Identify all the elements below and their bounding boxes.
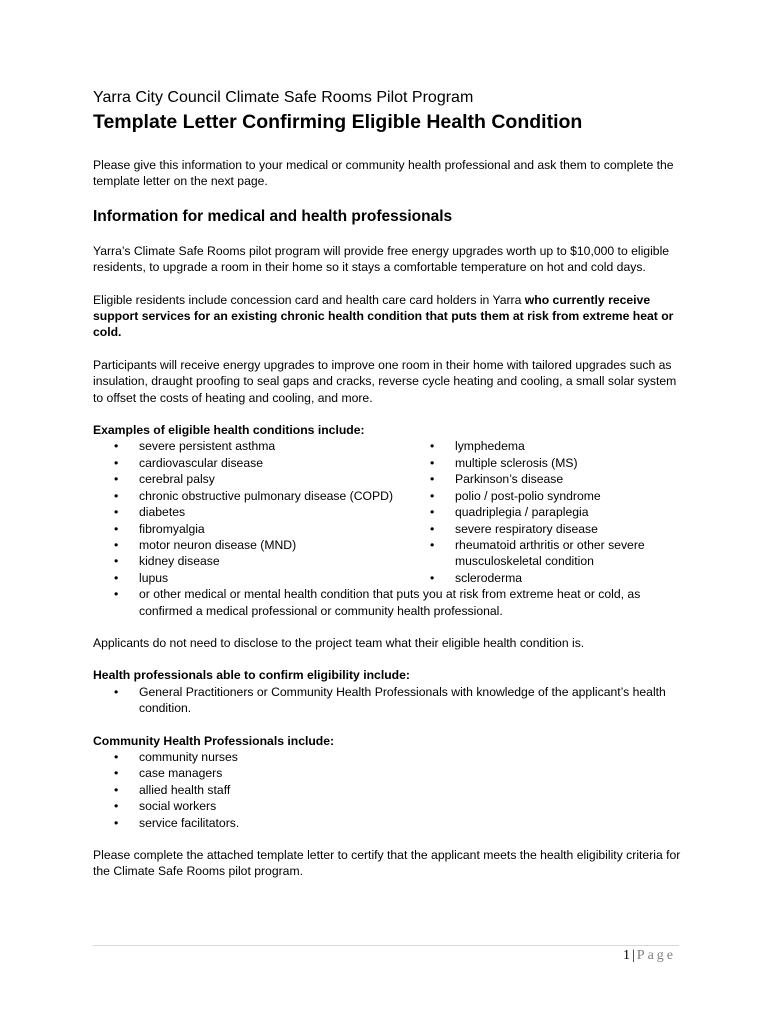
list-item: • polio / post-polio syndrome bbox=[409, 488, 685, 504]
list-item: • allied health staff bbox=[93, 782, 685, 798]
list-item: • kidney disease bbox=[93, 553, 409, 569]
list-item: • case managers bbox=[93, 765, 685, 781]
community-professionals-list bbox=[93, 749, 685, 831]
closing-paragraph: Please complete the attached template letter to certify that the applicant meets the health eligibility criteria for the Climate Safe Rooms pilot program. bbox=[93, 848, 681, 879]
list-item: • cerebral palsy bbox=[93, 471, 409, 487]
examples-heading: Examples of eligible health conditions include: bbox=[93, 423, 365, 438]
community-professionals-heading: Community Health Professionals include: bbox=[93, 733, 335, 748]
conditions-list-right bbox=[409, 438, 685, 586]
section-heading: Information for medical and health professionals bbox=[93, 207, 453, 225]
document-title: Template Letter Confirming Eligible Health Condition bbox=[93, 111, 583, 133]
page-number: 1 bbox=[622, 948, 630, 963]
list-item: • severe persistent asthma bbox=[93, 438, 409, 454]
list-item: • service facilitators. bbox=[93, 815, 685, 831]
upgrades-paragraph: Participants will receive energy upgrades to improve one room in their home with tailored upgrades such as insulation, draught proofing to seal gaps and cracks, reverse cycle heating and cooling, a small solar system to offset the costs of heating and cooling, and more. bbox=[93, 357, 677, 405]
health-professionals-section bbox=[93, 667, 685, 716]
examples-section bbox=[93, 422, 685, 619]
health-professionals-heading: Health professionals able to confirm eligibility include: bbox=[93, 668, 410, 683]
footer-divider bbox=[93, 945, 679, 946]
list-item: • community nurses bbox=[93, 749, 685, 765]
page-footer bbox=[623, 948, 676, 964]
list-item: • quadriplegia / paraplegia bbox=[409, 504, 685, 520]
other-conditions-list bbox=[93, 586, 685, 619]
list-item: • chronic obstructive pulmonary disease (COPD) bbox=[93, 488, 409, 504]
conditions-list-left bbox=[93, 438, 409, 586]
eligibility-text: Eligible residents include concession card and health care card holders in Yarra bbox=[93, 292, 525, 307]
list-item: • social workers bbox=[93, 798, 685, 814]
list-item: • Parkinson’s disease bbox=[409, 471, 685, 487]
health-professionals-list bbox=[93, 684, 685, 717]
program-name: Yarra City Council Climate Safe Rooms Pilot Program bbox=[93, 89, 474, 106]
conditions-columns bbox=[93, 438, 685, 586]
intro-paragraph: Please give this information to your medical or community health professional and ask them to complete the template letter on the next page. bbox=[93, 158, 674, 189]
program-description: Yarra’s Climate Safe Rooms pilot program will provide free energy upgrades worth up to $10,000 to eligible residents, to upgrade a room in their home so it stays a comfortable temperature on hot and cold days. bbox=[93, 243, 670, 275]
disclosure-paragraph: Applicants do not need to disclose to the project team what their eligible health condition is. bbox=[93, 635, 585, 650]
list-item: • severe respiratory disease bbox=[409, 521, 685, 537]
list-item: • rheumatoid arthritis or other severe musculoskeletal condition bbox=[409, 537, 685, 570]
list-item: • scleroderma bbox=[409, 570, 685, 586]
list-item: • or other medical or mental health condition that puts you at risk from extreme heat or cold, as confirmed a medical professional or community health professional. bbox=[93, 586, 685, 619]
eligibility-paragraph bbox=[93, 292, 685, 341]
community-professionals-section bbox=[93, 733, 685, 831]
list-item: • lupus bbox=[93, 570, 409, 586]
list-item: • multiple sclerosis (MS) bbox=[409, 455, 685, 471]
list-item: • cardiovascular disease bbox=[93, 455, 409, 471]
list-item: • motor neuron disease (MND) bbox=[93, 537, 409, 553]
list-item: • diabetes bbox=[93, 504, 409, 520]
list-item: • lymphedema bbox=[409, 438, 685, 454]
list-item: • General Practitioners or Community Health Professionals with knowledge of the applicant’s health condition. bbox=[93, 684, 685, 717]
page-separator: | bbox=[631, 948, 635, 963]
page-label: Page bbox=[636, 948, 676, 963]
eligibility-emphasis: who currently receive support services for an existing chronic health condition that puts them at risk from extreme heat or cold. bbox=[93, 292, 674, 340]
document-page bbox=[93, 88, 685, 880]
list-item: • fibromyalgia bbox=[93, 521, 409, 537]
